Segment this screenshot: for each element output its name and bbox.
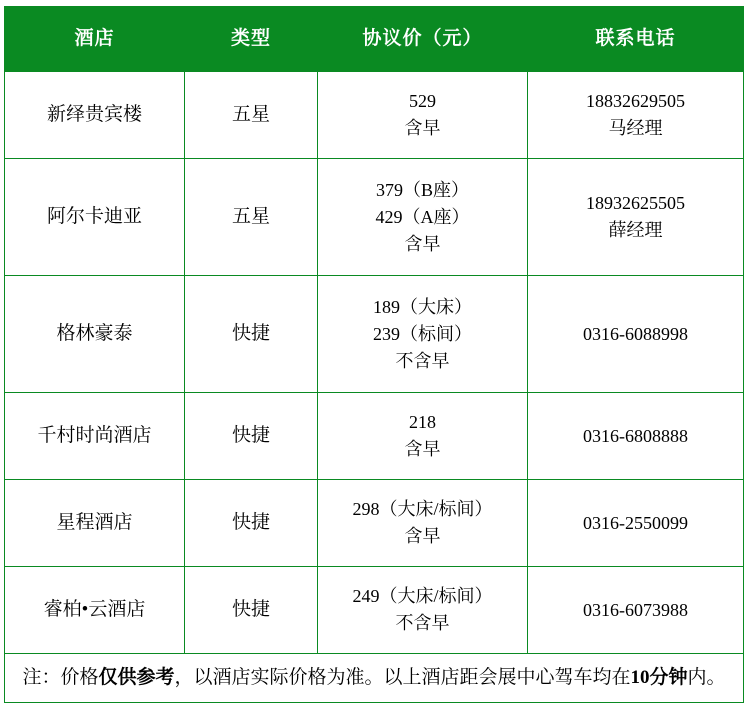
cell-hotel-phone <box>528 567 744 654</box>
phone-line: 0316-2550099 <box>583 512 688 533</box>
table-row <box>5 567 744 654</box>
price-line: 239（标间） <box>373 323 472 344</box>
cell-hotel-phone <box>528 480 744 567</box>
table-row <box>5 276 744 393</box>
table-row <box>5 159 744 276</box>
phone-line: 0316-6808888 <box>583 425 688 446</box>
table-row <box>5 72 744 159</box>
cell-hotel-name: 千村时尚酒店 <box>5 393 185 480</box>
table-header <box>5 7 744 72</box>
price-line: 529 <box>409 91 436 111</box>
cell-hotel-price <box>318 72 528 159</box>
cell-hotel-price <box>318 159 528 276</box>
column-header-phone: 联系电话 <box>528 7 744 72</box>
cell-hotel-price <box>318 480 528 567</box>
price-line: 不含早 <box>395 613 450 633</box>
cell-hotel-phone <box>528 159 744 276</box>
phone-line: 18832629505 <box>586 91 685 111</box>
column-header-type: 类型 <box>185 7 318 72</box>
cell-hotel-type: 快捷 <box>185 393 318 480</box>
hotel-table <box>4 6 744 703</box>
table-body <box>5 72 744 703</box>
price-line: 298（大床/标间） <box>352 499 493 519</box>
price-line: 含早 <box>404 526 441 546</box>
cell-hotel-name: 星程酒店 <box>5 480 185 567</box>
cell-hotel-name: 阿尔卡迪亚 <box>5 159 185 276</box>
note-part1: 价格 <box>60 666 99 688</box>
price-line: 379（B座） <box>375 179 469 200</box>
cell-hotel-phone <box>528 276 744 393</box>
price-line: 不含早 <box>395 350 450 371</box>
cell-hotel-type: 快捷 <box>185 480 318 567</box>
footnote-cell <box>5 654 744 703</box>
table-row <box>5 393 744 480</box>
cell-hotel-type: 五星 <box>185 72 318 159</box>
price-line: 218 <box>409 412 436 432</box>
cell-hotel-name: 新绎贵宾楼 <box>5 72 185 159</box>
note-emphasis-duration: 10分钟 <box>630 666 688 688</box>
price-line: 429（A座） <box>375 206 470 227</box>
note-prefix: 注： <box>22 666 61 688</box>
price-line: 189（大床） <box>373 296 472 317</box>
phone-line: 0316-6088998 <box>583 323 688 344</box>
cell-hotel-type: 快捷 <box>185 567 318 654</box>
contact-line: 薛经理 <box>608 220 663 240</box>
note-emphasis-reference: 仅供参考 <box>98 666 175 688</box>
note-part3: 内。 <box>687 666 726 688</box>
phone-line: 0316-6073988 <box>583 599 688 620</box>
column-header-price: 协议价（元） <box>318 7 528 72</box>
header-row <box>5 7 744 72</box>
cell-hotel-name: 睿柏•云酒店 <box>5 567 185 654</box>
cell-hotel-phone <box>528 393 744 480</box>
contact-line: 马经理 <box>608 118 663 138</box>
cell-hotel-type: 快捷 <box>185 276 318 393</box>
phone-line: 18932625505 <box>586 193 685 213</box>
column-header-hotel: 酒店 <box>5 7 185 72</box>
price-line: 含早 <box>404 439 441 459</box>
cell-hotel-phone <box>528 72 744 159</box>
cell-hotel-name: 格林豪泰 <box>5 276 185 393</box>
note-part2: ，以酒店实际价格为准。以上酒店距会展中心驾车均在 <box>174 666 631 688</box>
cell-hotel-type: 五星 <box>185 159 318 276</box>
cell-hotel-price <box>318 393 528 480</box>
price-line: 含早 <box>404 118 441 138</box>
price-line: 含早 <box>404 233 441 254</box>
price-line: 249（大床/标间） <box>352 586 493 606</box>
footnote-row <box>5 654 744 703</box>
table-row <box>5 480 744 567</box>
cell-hotel-price <box>318 567 528 654</box>
cell-hotel-price <box>318 276 528 393</box>
